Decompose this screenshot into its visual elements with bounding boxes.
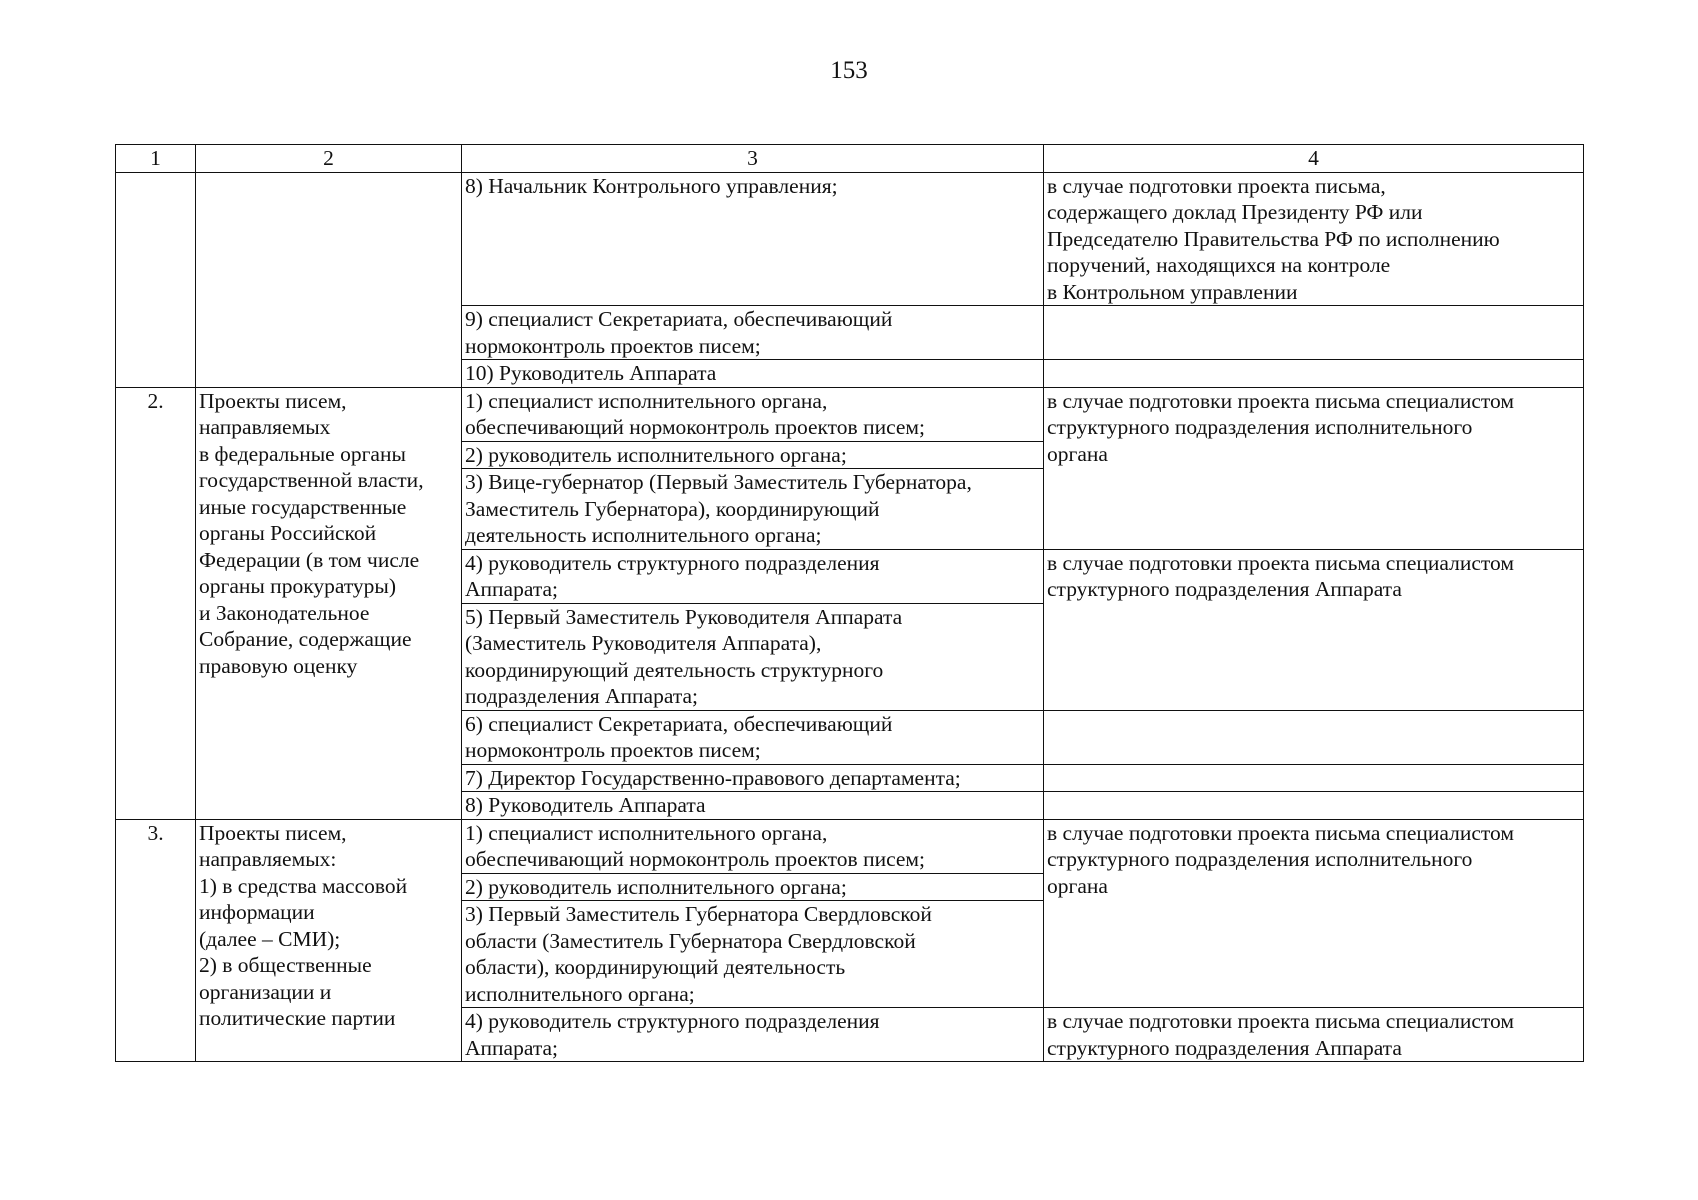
note-cell: в случае подготовки проекта письма специалистом структурного подразделения Аппарата	[1044, 1008, 1584, 1062]
step-cell: 4) руководитель структурного подразделения Аппарата;	[462, 1008, 1044, 1062]
step-cell: 6) специалист Секретариата, обеспечивающий нормоконтроль проектов писем;	[462, 710, 1044, 764]
note-cell: в случае подготовки проекта письма специалистом структурного подразделения исполнительного органа	[1044, 387, 1584, 549]
step-cell: 2) руководитель исполнительного органа;	[462, 441, 1044, 469]
note-cell	[1044, 764, 1584, 792]
section-number: 2.	[116, 387, 196, 819]
step-cell: 3) Первый Заместитель Губернатора Свердловской области (Заместитель Губернатора Свердловской области), координирующий деятельность исполнительного органа;	[462, 901, 1044, 1008]
step-cell: 10) Руководитель Аппарата	[462, 360, 1044, 388]
step-cell: 1) специалист исполнительного органа, обеспечивающий нормоконтроль проектов писем;	[462, 819, 1044, 873]
table-row	[116, 172, 1584, 306]
header-col-4: 4	[1044, 145, 1584, 173]
step-cell: 8) Начальник Контрольного управления;	[462, 172, 1044, 306]
header-row	[116, 145, 1584, 173]
note-cell	[1044, 306, 1584, 360]
step-cell: 8) Руководитель Аппарата	[462, 792, 1044, 820]
note-cell	[1044, 710, 1584, 764]
header-col-3: 3	[462, 145, 1044, 173]
note-cell: в случае подготовки проекта письма специалистом структурного подразделения Аппарата	[1044, 549, 1584, 710]
table-row	[116, 819, 1584, 873]
step-cell: 1) специалист исполнительного органа, обеспечивающий нормоконтроль проектов писем;	[462, 387, 1044, 441]
section-number: 3.	[116, 819, 196, 1062]
note-cell	[1044, 360, 1584, 388]
step-cell: 7) Директор Государственно-правового департамента;	[462, 764, 1044, 792]
approval-table	[115, 144, 1584, 1062]
step-cell: 3) Вице-губернатор (Первый Заместитель Губернатора, Заместитель Губернатора), координирующий деятельность исполнительного органа;	[462, 469, 1044, 550]
table-row	[116, 387, 1584, 441]
section-description: Проекты писем, направляемых в федеральные органы государственной власти, иные государственные органы Российской Федерации (в том числе органы прокуратуры) и Законодательное Собрание, содержащие правовую оценку	[196, 387, 462, 819]
note-cell	[1044, 792, 1584, 820]
section-description: Проекты писем, направляемых: 1) в средства массовой информации (далее – СМИ); 2) в общественные организации и политические партии	[196, 819, 462, 1062]
step-cell: 9) специалист Секретариата, обеспечивающий нормоконтроль проектов писем;	[462, 306, 1044, 360]
header-col-1: 1	[116, 145, 196, 173]
continued-number-cell	[116, 172, 196, 387]
header-col-2: 2	[196, 145, 462, 173]
note-cell: в случае подготовки проекта письма специалистом структурного подразделения исполнительного органа	[1044, 819, 1584, 1008]
continued-description-cell	[196, 172, 462, 387]
step-cell: 4) руководитель структурного подразделения Аппарата;	[462, 549, 1044, 603]
page-number: 153	[830, 57, 868, 84]
step-cell: 2) руководитель исполнительного органа;	[462, 873, 1044, 901]
note-cell: в случае подготовки проекта письма, содержащего доклад Президенту РФ или Председателю Правительства РФ по исполнению поручений, находящихся на контроле в Контрольном управлении	[1044, 172, 1584, 306]
step-cell: 5) Первый Заместитель Руководителя Аппарата (Заместитель Руководителя Аппарата), координирующий деятельность структурного подразделения Аппарата;	[462, 603, 1044, 710]
